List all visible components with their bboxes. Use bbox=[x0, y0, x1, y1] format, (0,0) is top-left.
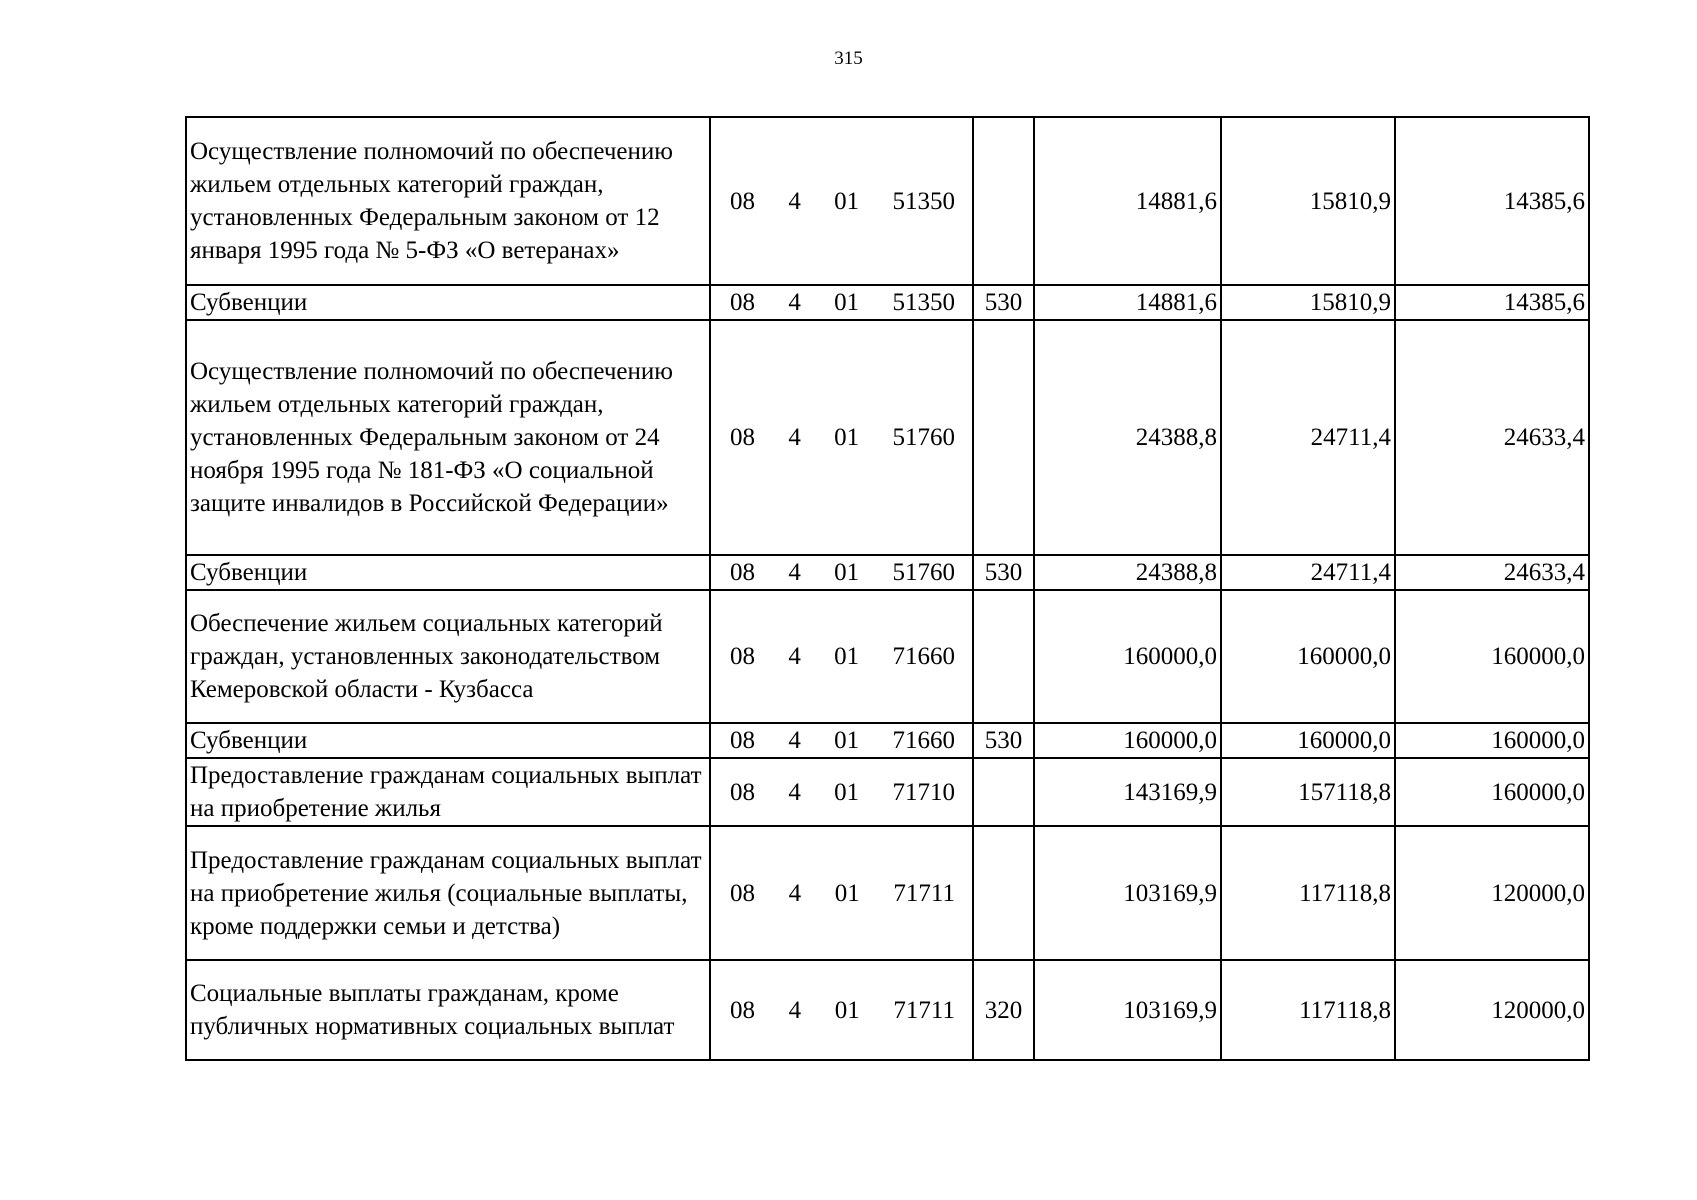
row-description: Субвенции bbox=[186, 285, 710, 320]
table-row bbox=[186, 320, 1589, 555]
program-code: 4 bbox=[788, 187, 801, 215]
table-row bbox=[186, 117, 1589, 285]
section-code: 08 bbox=[730, 778, 755, 806]
amount-year-3: 120000,0 bbox=[1395, 826, 1589, 960]
table-row bbox=[186, 285, 1589, 320]
section-code: 08 bbox=[730, 187, 755, 215]
direction-code: 51760 bbox=[892, 559, 955, 586]
expense-type-code: 320 bbox=[973, 960, 1034, 1060]
subprogram-code: 01 bbox=[834, 643, 860, 670]
table-row bbox=[186, 758, 1589, 826]
table-row bbox=[186, 590, 1589, 723]
amount-year-3: 160000,0 bbox=[1395, 758, 1589, 826]
amount-year-1: 103169,9 bbox=[1034, 826, 1221, 960]
amount-year-2: 117118,8 bbox=[1221, 826, 1395, 960]
amount-year-2: 15810,9 bbox=[1221, 285, 1395, 320]
expense-type-code bbox=[973, 117, 1034, 285]
direction-code: 71660 bbox=[892, 643, 955, 670]
subprogram-code: 01 bbox=[834, 879, 860, 907]
subprogram-code: 01 bbox=[834, 559, 860, 586]
expense-type-code: 530 bbox=[973, 723, 1034, 758]
amount-year-3: 24633,4 bbox=[1395, 555, 1589, 590]
table-row bbox=[186, 960, 1589, 1060]
expense-type-code bbox=[973, 320, 1034, 555]
program-code: 4 bbox=[788, 289, 801, 316]
expense-type-code: 530 bbox=[973, 555, 1034, 590]
row-description: Предоставление гражданам социальных выплат на приобретение жилья (социальные выплаты, кроме поддержки семьи и детства) bbox=[186, 826, 710, 960]
table-row bbox=[186, 826, 1589, 960]
subprogram-code: 01 bbox=[834, 424, 860, 451]
direction-code: 51350 bbox=[892, 289, 955, 316]
amount-year-2: 15810,9 bbox=[1221, 117, 1395, 285]
section-code: 08 bbox=[730, 643, 755, 670]
table-row bbox=[186, 723, 1589, 758]
program-code: 4 bbox=[788, 996, 802, 1024]
direction-code: 51760 bbox=[892, 424, 955, 451]
classification-code-cell bbox=[710, 758, 973, 826]
section-code: 08 bbox=[730, 424, 755, 451]
row-description: Обеспечение жильем социальных категорий граждан, установленных законодательством Кемеровской области - Кузбасса bbox=[186, 590, 710, 723]
amount-year-2: 160000,0 bbox=[1221, 590, 1395, 723]
amount-year-1: 160000,0 bbox=[1034, 723, 1221, 758]
section-code: 08 bbox=[730, 879, 755, 907]
amount-year-2: 117118,8 bbox=[1221, 960, 1395, 1060]
section-code: 08 bbox=[730, 559, 755, 586]
row-description: Социальные выплаты гражданам, кроме публичных нормативных социальных выплат bbox=[186, 960, 710, 1060]
direction-code: 71710 bbox=[892, 778, 955, 806]
budget-table bbox=[185, 116, 1590, 1061]
amount-year-2: 157118,8 bbox=[1221, 758, 1395, 826]
amount-year-1: 14881,6 bbox=[1034, 117, 1221, 285]
expense-type-code bbox=[973, 590, 1034, 723]
program-code: 4 bbox=[788, 559, 801, 586]
direction-code: 71711 bbox=[893, 996, 955, 1024]
amount-year-3: 160000,0 bbox=[1395, 723, 1589, 758]
row-description: Осуществление полномочий по обеспечению жильем отдельных категорий граждан, установленных Федеральным законом от 12 января 1995 года № 5-ФЗ «О ветеранах» bbox=[186, 117, 710, 285]
classification-code-cell bbox=[710, 960, 973, 1060]
amount-year-2: 160000,0 bbox=[1221, 723, 1395, 758]
classification-code-cell bbox=[710, 590, 973, 723]
section-code: 08 bbox=[730, 727, 755, 754]
program-code: 4 bbox=[788, 727, 801, 754]
expense-type-code: 530 bbox=[973, 285, 1034, 320]
classification-code-cell bbox=[710, 320, 973, 555]
expense-type-code bbox=[973, 758, 1034, 826]
program-code: 4 bbox=[788, 643, 801, 670]
page-number: 315 bbox=[834, 48, 863, 69]
amount-year-1: 14881,6 bbox=[1034, 285, 1221, 320]
amount-year-3: 24633,4 bbox=[1395, 320, 1589, 555]
subprogram-code: 01 bbox=[834, 778, 860, 806]
row-description: Субвенции bbox=[186, 555, 710, 590]
direction-code: 71660 bbox=[892, 727, 955, 754]
classification-code-cell bbox=[710, 826, 973, 960]
amount-year-3: 160000,0 bbox=[1395, 590, 1589, 723]
row-description: Предоставление гражданам социальных выплат на приобретение жилья bbox=[186, 758, 710, 826]
subprogram-code: 01 bbox=[834, 289, 860, 316]
program-code: 4 bbox=[788, 424, 801, 451]
classification-code-cell bbox=[710, 723, 973, 758]
amount-year-1: 24388,8 bbox=[1034, 320, 1221, 555]
amount-year-2: 24711,4 bbox=[1221, 555, 1395, 590]
amount-year-1: 160000,0 bbox=[1034, 590, 1221, 723]
amount-year-1: 24388,8 bbox=[1034, 555, 1221, 590]
amount-year-3: 120000,0 bbox=[1395, 960, 1589, 1060]
direction-code: 71711 bbox=[893, 879, 955, 907]
program-code: 4 bbox=[788, 778, 801, 806]
row-description: Осуществление полномочий по обеспечению жильем отдельных категорий граждан, установленных Федеральным законом от 24 ноября 1995 года № 181-ФЗ «О социальной защите инвалидов в Российской Федерации» bbox=[186, 320, 710, 555]
direction-code: 51350 bbox=[892, 187, 955, 215]
subprogram-code: 01 bbox=[834, 727, 860, 754]
classification-code-cell bbox=[710, 285, 973, 320]
table-row bbox=[186, 555, 1589, 590]
amount-year-3: 14385,6 bbox=[1395, 117, 1589, 285]
amount-year-1: 103169,9 bbox=[1034, 960, 1221, 1060]
expense-type-code bbox=[973, 826, 1034, 960]
amount-year-2: 24711,4 bbox=[1221, 320, 1395, 555]
section-code: 08 bbox=[730, 289, 755, 316]
section-code: 08 bbox=[730, 996, 755, 1024]
row-description: Субвенции bbox=[186, 723, 710, 758]
amount-year-3: 14385,6 bbox=[1395, 285, 1589, 320]
classification-code-cell bbox=[710, 555, 973, 590]
classification-code-cell bbox=[710, 117, 973, 285]
program-code: 4 bbox=[788, 879, 802, 907]
subprogram-code: 01 bbox=[834, 187, 860, 215]
amount-year-1: 143169,9 bbox=[1034, 758, 1221, 826]
subprogram-code: 01 bbox=[834, 996, 860, 1024]
